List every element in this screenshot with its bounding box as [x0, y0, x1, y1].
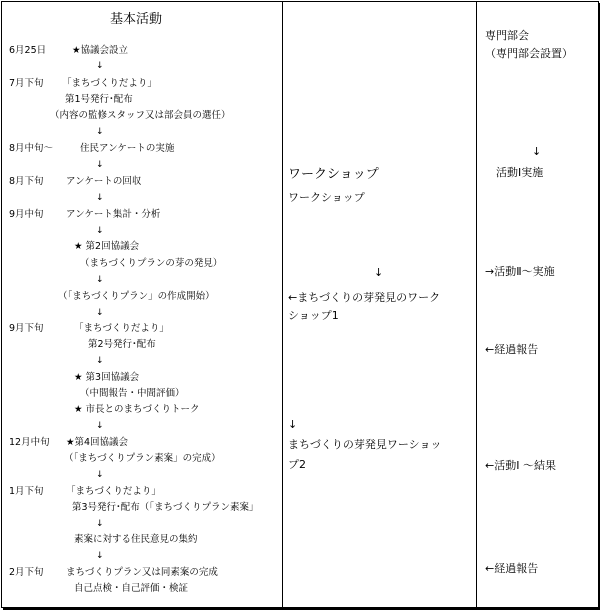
down-arrow-icon: ↓: [96, 127, 104, 137]
down-arrow-icon: ↓: [96, 275, 104, 285]
activity-text: ★協議会設立: [72, 45, 129, 56]
down-arrow-icon: ↓: [96, 160, 104, 170]
committee-item: →活動Ⅱ～実施: [485, 265, 555, 278]
activity-text: （「まちづくりプラン素案」の完成）: [64, 453, 221, 464]
basic-activities-heading: 基本活動: [110, 12, 163, 27]
committee-item: ←経過報告: [485, 562, 539, 575]
activity-text: ★ 第2回協議会: [74, 241, 140, 252]
committee-item: ←経過報告: [485, 343, 539, 356]
activity-text: ★ 第3回協議会: [74, 372, 140, 383]
activity-text: アンケートの回収: [66, 176, 142, 187]
down-arrow-icon: ↓: [96, 356, 104, 366]
down-arrow-icon: ↓: [96, 61, 104, 71]
date-label: 9月中旬: [9, 209, 44, 220]
activity-text: まちづくりプラン又は同素案の完成: [66, 567, 218, 578]
activity-text: 第2号発行･配布: [88, 339, 156, 350]
down-arrow-icon: ↓: [96, 551, 104, 561]
down-arrow-icon: ↓: [96, 421, 104, 431]
workshop-item: ショップ1: [288, 309, 339, 322]
date-label: 7月下旬: [9, 78, 44, 89]
activity-text: ★ 市長とのまちづくりトーク: [74, 404, 200, 415]
activity-text: ★第4回協議会: [66, 437, 129, 448]
down-arrow-icon: ↓: [96, 308, 104, 318]
activity-text: 自己点検・自己評価・検証: [74, 583, 189, 594]
down-arrow-icon: ↓: [96, 226, 104, 236]
workshop-title: ワークショップ: [288, 167, 379, 182]
activity-text: （内容の監修スタッフ又は部会員の選任）: [50, 110, 231, 121]
committee-subtitle: （専門部会設置）: [485, 47, 573, 60]
date-label: 8月中旬～: [9, 143, 54, 154]
activity-text: 第1号発行･配布: [65, 94, 133, 105]
column-divider-2: [476, 2, 477, 607]
down-arrow-icon: ↓: [96, 519, 104, 529]
workshop-subtitle: ワークショップ: [288, 191, 365, 204]
committee-item: ←活動Ⅰ ～結果: [485, 459, 556, 472]
workshop-item: まちづくりの芽発見ワーショッ: [288, 438, 442, 451]
activity-text: 住民アンケートの実施: [80, 143, 175, 154]
committee-item: 活動Ⅰ実施: [496, 166, 544, 179]
column-divider-1: [282, 2, 283, 607]
workshop-item: ←まちづくりの芽発見のワーク: [288, 291, 441, 304]
activity-text: アンケート集計・分析: [66, 209, 161, 220]
down-arrow-icon: ↓: [96, 470, 104, 480]
activity-text: （「まちづくりプラン」の作成開始）: [58, 291, 215, 302]
date-label: 2月下旬: [9, 567, 44, 578]
date-label: 1月下旬: [9, 486, 44, 497]
date-label: 6月25日: [9, 45, 47, 56]
date-label: 8月下旬: [9, 176, 44, 187]
activity-text: （中間報告・中間評価）: [80, 388, 185, 399]
down-arrow-icon: ↓: [96, 193, 104, 203]
activity-text: （まちづくりプランの芽の発見）: [80, 258, 223, 269]
date-label: 9月下旬: [9, 323, 44, 334]
activity-text: 素案に対する住民意見の集約: [74, 534, 198, 545]
down-arrow-icon: ↓: [532, 145, 542, 158]
down-arrow-icon: ↓: [288, 418, 298, 431]
activity-text: 「まちづくりだより」: [74, 323, 169, 334]
committee-title: 専門部会: [485, 29, 529, 42]
down-arrow-icon: ↓: [374, 266, 384, 279]
activity-text: 「まちづくりだより」: [62, 78, 157, 89]
date-label: 12月中旬: [9, 437, 50, 448]
activity-table: [1, 1, 599, 608]
activity-text: 「まちづくりだより」: [66, 486, 161, 497]
workshop-item: プ2: [288, 458, 306, 471]
activity-text: 第3号発行･配布（「まちづくりプラン素案」: [72, 502, 259, 513]
